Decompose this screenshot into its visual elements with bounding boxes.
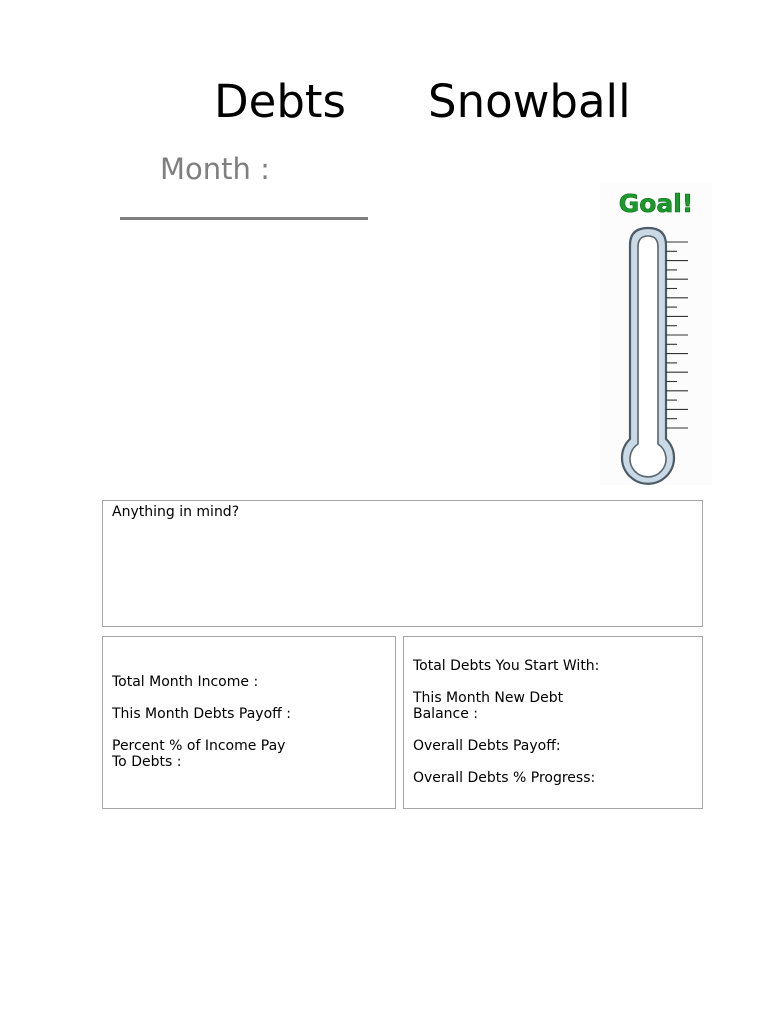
total-month-income-label: Total Month Income : xyxy=(112,674,259,690)
overall-debts-progress-label: Overall Debts % Progress: xyxy=(413,770,596,786)
overall-debts-payoff-label: Overall Debts Payoff: xyxy=(413,738,561,754)
title-word-snowball: Snowball xyxy=(428,75,631,128)
month-underline xyxy=(120,217,368,220)
title-word-debts: Debts xyxy=(214,75,346,128)
goal-thermometer xyxy=(600,183,712,485)
debts-summary-list xyxy=(413,658,673,786)
thermometer-scale xyxy=(666,242,688,428)
total-debts-start-label: Total Debts You Start With: xyxy=(413,658,600,674)
income-summary-box xyxy=(102,636,396,809)
percent-income-to-debts-label: Percent % of Income Pay To Debts : xyxy=(112,738,286,770)
month-label: Month : xyxy=(160,152,270,186)
new-debt-balance-label: This Month New Debt Balance : xyxy=(413,690,564,722)
thermometer-icon xyxy=(600,183,712,485)
debts-summary-box xyxy=(403,636,703,809)
income-summary-list xyxy=(112,674,372,770)
notes-box[interactable] xyxy=(102,500,703,627)
notes-prompt: Anything in mind? xyxy=(112,504,240,520)
goal-label: Goal! xyxy=(618,189,694,218)
month-debts-payoff-label: This Month Debts Payoff : xyxy=(112,706,291,722)
